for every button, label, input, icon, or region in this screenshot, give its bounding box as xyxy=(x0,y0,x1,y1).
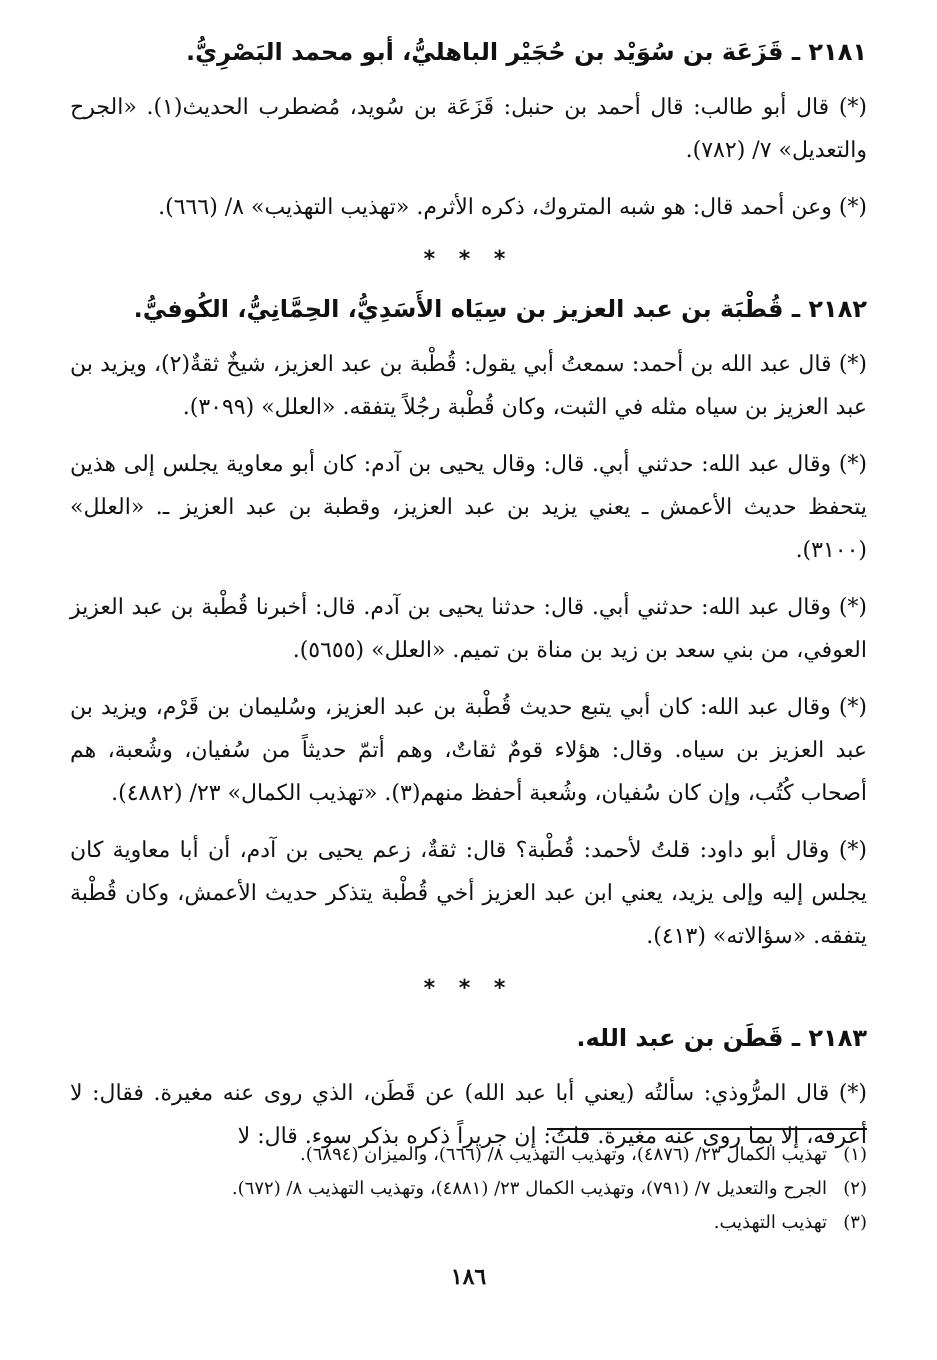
entry-paragraph: (*) قال أبو طالب: قال أحمد بن حنبل: قَزَعَة بن سُويد، مُضطرب الحديث(١). «الجرح والتعديل» ٧/ (٧٨٢). xyxy=(70,95,867,163)
footnote-item xyxy=(70,1206,867,1240)
entry-paragraph: (*) قال عبد الله بن أحمد: سمعتُ أبي يقول: قُطْبة بن عبد العزيز، شيخٌ ثقةٌ(٢)، ويزيد بن عبد العزيز بن سياه مثله في الثبت، وكان قُطْبة رجُلاً يتفقه. «العلل» (٣٠٩٩). xyxy=(70,352,867,420)
entry-paragraph: (*) وقال عبد الله: كان أبي يتبع حديث قُطْبة بن عبد العزيز، وسُليمان بن قَرْم، ويزيد بن عبد العزيز بن سياه. وقال: هؤلاء قومٌ ثقاتٌ، وهم أتمّ حديثاً من سُفيان، وشُعبة، هم أصحاب كُتُب، وإن كان سُفيان، وشُعبة أحفظ منهم(٣). «تهذيب الكمال» ٢٣/ (٤٨٨٢). xyxy=(70,695,867,806)
section-separator: * * * xyxy=(423,247,514,272)
footnote-number: (١) xyxy=(843,1144,867,1165)
footnote-number: (٢) xyxy=(843,1178,867,1199)
entry-title: ٢١٨١ ـ قَزَعَة بن سُوَيْد بن حُجَيْر الباهليُّ، أبو محمد البَصْرِيُّ. xyxy=(185,38,867,66)
page-number: ١٨٦ xyxy=(450,1264,487,1290)
entry-title: ٢١٨٣ ـ قَطَن بن عبد الله. xyxy=(576,1024,867,1052)
entry-paragraph: (*) وقال عبد الله: حدثني أبي. قال: وقال يحيى بن آدم: كان أبو معاوية يجلس إلى هذين يتحفظ حديث الأعمش ـ يعني يزيد بن عبد العزيز، وقطبة بن عبد العزيز ـ. «العلل» (٣١٠٠). xyxy=(70,452,867,563)
section-separator: * * * xyxy=(423,976,514,1001)
entry-title: ٢١٨٢ ـ قُطْبَة بن عبد العزيز بن سِيَاه الأَسَدِيُّ، الحِمَّانِيُّ، الكُوفيُّ. xyxy=(133,295,867,323)
footnote-number: (٣) xyxy=(843,1212,867,1233)
footnote-divider xyxy=(547,1128,867,1130)
footnote-item xyxy=(70,1138,867,1172)
footnote-item xyxy=(70,1172,867,1206)
footnotes xyxy=(70,1138,867,1240)
footnote-text: تهذيب التهذيب. xyxy=(713,1212,827,1233)
entry-paragraph: (*) وقال عبد الله: حدثني أبي. قال: حدثنا يحيى بن آدم. قال: أخبرنا قُطْبة بن عبد العزيز العوفي، من بني سعد بن زيد بن مناة بن تميم. «العلل» (٥٦٥٥). xyxy=(70,595,867,663)
footnote-text: تهذيب الكمال ٢٣/ (٤٨٧٦)، وتهذيب التهذيب ٨/ (٦٦٦)، والميزان (٦٨٩٤). xyxy=(300,1144,827,1165)
entry-paragraph: (*) قال المرُّوذي: سألتُه (يعني أبا عبد الله) عن قَطَن، الذي روى عنه مغيرة. فقال: لا أعرفه، إلا بما روى عنه مغيرة. قلتُ: إن جريراً ذكره بذكر سوء. قال: لا xyxy=(70,1081,867,1149)
entry-paragraph: (*) وقال أبو داود: قلتُ لأحمد: قُطْبة؟ قال: ثقةٌ، زعم يحيى بن آدم، أن أبا معاوية كان يجلس إليه وإلى يزيد، يعني ابن عبد العزيز أخي قُطْبة يتذكر حديث الأعمش، وكان قُطْبة يتفقه. «سؤالاته» (٤١٣). xyxy=(70,838,867,949)
entry-paragraph: (*) وعن أحمد قال: هو شبه المتروك، ذكره الأثرم. «تهذيب التهذيب» ٨/ (٦٦٦). xyxy=(158,195,867,220)
footnote-text: الجرح والتعديل ٧/ (٧٩١)، وتهذيب الكمال ٢٣/ (٤٨٨١)، وتهذيب التهذيب ٨/ (٦٧٢). xyxy=(231,1178,827,1199)
